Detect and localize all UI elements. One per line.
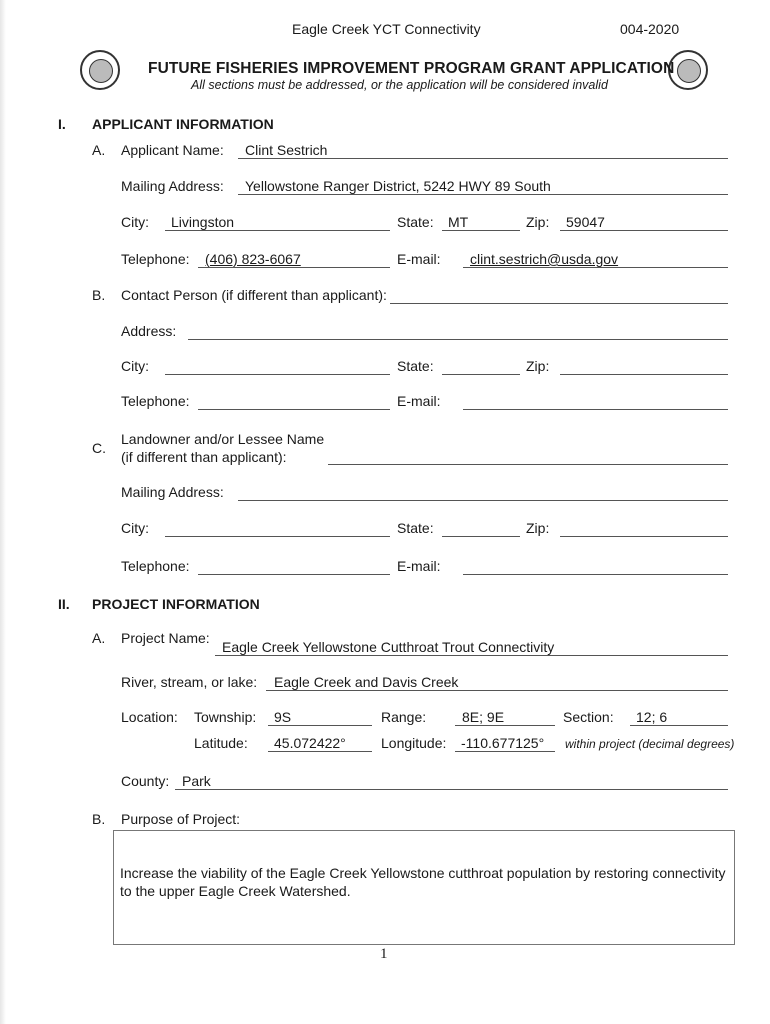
landowner-zip-label: Zip:: [526, 520, 550, 536]
contact-telephone-line[interactable]: [198, 409, 390, 410]
state-value[interactable]: MT: [448, 214, 469, 230]
contact-person-label: Contact Person (if different than applicant):: [121, 287, 387, 303]
landowner-email-label: E-mail:: [397, 558, 441, 574]
email-label: E-mail:: [397, 251, 441, 267]
mailing-address-value[interactable]: Yellowstone Ranger District, 5242 HWY 89 South: [245, 178, 551, 194]
section-2-heading: PROJECT INFORMATION: [92, 596, 260, 612]
county-line: [175, 789, 728, 790]
zip-line: [560, 230, 728, 231]
project-name-label: Project Name:: [121, 630, 210, 646]
contact-telephone-label: Telephone:: [121, 393, 190, 409]
project-short-title: Eagle Creek YCT Connectivity: [292, 21, 481, 37]
city-value[interactable]: Livingston: [171, 214, 235, 230]
contact-address-line[interactable]: [188, 339, 728, 340]
item-2b-letter: B.: [92, 811, 106, 827]
range-value[interactable]: 8E; 9E: [462, 709, 505, 725]
purpose-label: Purpose of Project:: [121, 811, 241, 827]
application-number: 004-2020: [620, 21, 680, 37]
coordinate-note: within project (decimal degrees): [565, 737, 735, 751]
landowner-state-label: State:: [397, 520, 434, 536]
section-1-heading: APPLICANT INFORMATION: [92, 116, 274, 132]
state-line: [442, 230, 520, 231]
contact-address-label: Address:: [121, 323, 177, 339]
city-line: [165, 230, 390, 231]
contact-state-label: State:: [397, 358, 434, 374]
latitude-line: [268, 751, 372, 752]
landowner-city-line[interactable]: [165, 536, 390, 537]
item-c-letter: C.: [92, 440, 106, 456]
longitude-value[interactable]: -110.677125°: [461, 735, 545, 751]
project-name-value[interactable]: Eagle Creek Yellowstone Cutthroat Trout Connectivity: [222, 639, 555, 655]
zip-label: Zip:: [526, 214, 550, 230]
applicant-name-label: Applicant Name:: [121, 142, 224, 158]
landowner-telephone-line[interactable]: [198, 574, 390, 575]
montana-fwp-seal-left-icon: [80, 50, 120, 90]
item-b-letter: B.: [92, 287, 106, 303]
township-value[interactable]: 9S: [274, 709, 292, 725]
city-label: City:: [121, 214, 149, 230]
landowner-telephone-label: Telephone:: [121, 558, 190, 574]
form-title: FUTURE FISHERIES IMPROVEMENT PROGRAM GRANT APPLICATION: [148, 60, 675, 77]
landowner-label-1: Landowner and/or Lessee Name: [121, 431, 325, 447]
telephone-line: [198, 267, 390, 268]
item-2a-letter: A.: [92, 630, 106, 646]
longitude-label: Longitude:: [381, 735, 447, 751]
contact-email-label: E-mail:: [397, 393, 441, 409]
landowner-state-line[interactable]: [442, 536, 520, 537]
landowner-line[interactable]: [328, 464, 728, 465]
applicant-name-line: [238, 158, 728, 159]
latitude-value[interactable]: 45.072422°: [274, 735, 346, 751]
telephone-value[interactable]: (406) 823-6067: [205, 251, 301, 267]
section-2-numeral: II.: [58, 596, 70, 612]
form-subtitle: All sections must be addressed, or the application will be considered invalid: [191, 78, 608, 92]
mailing-address-label: Mailing Address:: [121, 178, 224, 194]
township-label: Township:: [194, 709, 257, 725]
contact-zip-label: Zip:: [526, 358, 550, 374]
purpose-textbox[interactable]: [113, 830, 735, 945]
landowner-mailing-label: Mailing Address:: [121, 484, 224, 500]
county-label: County:: [121, 773, 170, 789]
contact-city-label: City:: [121, 358, 149, 374]
page-number: 1: [380, 946, 388, 962]
project-name-line: [215, 655, 728, 656]
landowner-mailing-line[interactable]: [238, 500, 728, 501]
longitude-line: [455, 751, 555, 752]
section-line: [630, 725, 728, 726]
location-label: Location:: [121, 709, 178, 725]
contact-state-line[interactable]: [442, 374, 520, 375]
landowner-email-line[interactable]: [463, 574, 728, 575]
scan-edge: [0, 0, 6, 1024]
latitude-label: Latitude:: [194, 735, 248, 751]
contact-zip-line[interactable]: [560, 374, 728, 375]
email-value[interactable]: clint.sestrich@usda.gov: [470, 251, 619, 267]
range-line: [455, 725, 555, 726]
section-value[interactable]: 12; 6: [636, 709, 668, 725]
state-label: State:: [397, 214, 434, 230]
landowner-label-2: (if different than applicant):: [121, 449, 287, 465]
section-label: Section:: [563, 709, 614, 725]
landowner-city-label: City:: [121, 520, 149, 536]
county-value[interactable]: Park: [182, 773, 211, 789]
river-line: [266, 690, 728, 691]
mailing-address-line: [238, 194, 728, 195]
landowner-zip-line[interactable]: [560, 536, 728, 537]
telephone-label: Telephone:: [121, 251, 190, 267]
email-line: [463, 267, 728, 268]
contact-email-line[interactable]: [463, 409, 728, 410]
applicant-name-value[interactable]: Clint Sestrich: [245, 142, 328, 158]
river-label: River, stream, or lake:: [121, 674, 258, 690]
item-a-letter: A.: [92, 142, 106, 158]
purpose-text: Increase the viability of the Eagle Creek Yellowstone cutthroat population by restoring connectivity to the upper Eagle Creek Watershed.: [120, 865, 726, 899]
township-line: [268, 725, 372, 726]
contact-city-line[interactable]: [165, 374, 390, 375]
zip-value[interactable]: 59047: [566, 214, 605, 230]
section-1-numeral: I.: [58, 116, 66, 132]
contact-person-line[interactable]: [390, 303, 728, 304]
range-label: Range:: [381, 709, 427, 725]
river-value[interactable]: Eagle Creek and Davis Creek: [274, 674, 459, 690]
